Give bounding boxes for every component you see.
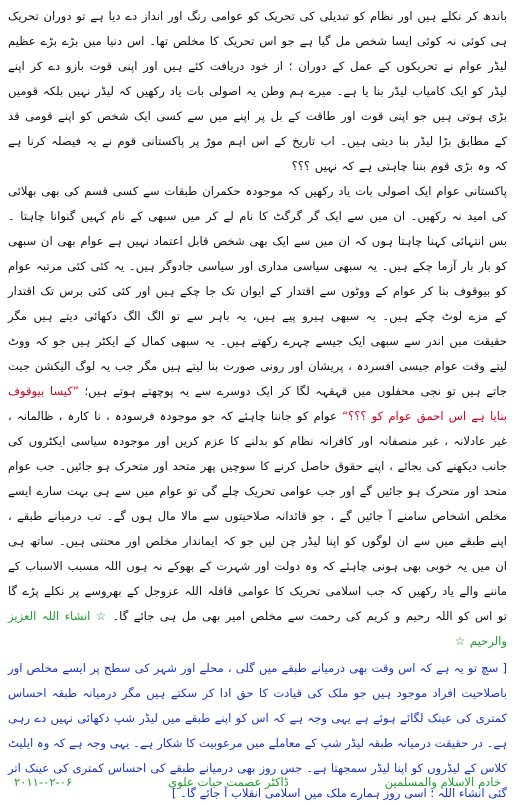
signature-author: ڈاکٹر عصمت حیات علوی	[168, 775, 289, 789]
article-paragraph-1: باندھ کر نکلے ہیں اور نظام کو تبدیلی کی تحریک کو عوامی رنگ اور انداز دے دیا ہے تو دوران تحریک ہی کوئی نہ کوئی ایسا شخص مل گیا ہے جو اس تحریک کا مخلص تھا۔ اس دنیا میں بڑے بڑے عظیم لیڈر عوام نے تحریکوں کے عمل کے دوران ؛ از خود دریافت کئے ہیں اور اپنی قوت بازو دے کر اپنے لیڈر کو ایک کامیاب لیڈر بنا یا ہے۔ میرے ہم وطن یہ اصولی بات یاد رکھیں کہ لیڈر نہیں بلکہ قومیں بڑی ہوتی ہیں جو اپنی قوت اور طاقت کے بل پر اپنے میں سے کسی ایک شخص کو اپنے قومی قد کے مطابق بڑا لیڈر بنا دیتی ہیں۔ اب تاریخ کے اس اہم موڑ پر پاکستانی قوم نے یہ فیصلہ کرنا ہے کہ وہ بڑی قوم بننا چاہتی ہے کہ نہیں ؟؟؟	[8, 9, 507, 173]
closing-prayer: ☆ انشاء اللہ العزیز والرحیم ☆	[8, 609, 507, 648]
article-paragraph-2	[8, 179, 507, 654]
paragraph-2-continuation: عوام کو جاننا چاہئے کہ جو موجودہ فرسودہ ، نا کارہ ، ظالمانہ ، غیر عادلانہ ، غیر منصفانہ اور کافرانہ نظام کو بدلنے کا عزم کریں اور موجودہ سیاسی ایکٹروں کی جانب دیکھنے کی بجائے ، اپنے حقوق حاصل کرنے کا سوچیں پھر متحد اور متحرک ہو جائیں۔ جب عوام متحد اور متحرک ہو جائیں گے اور جب عوامی تحریک چلے گی تو عوام میں سے ہی بہت سارے ایسے مخلص اشخاص سامنے آ جائیں گے ، جو قائدانہ صلاحیتوں سے مالا مال ہوں گے۔ تب درمیانے طبقے ، اپنے طبقے میں سے ان لوگوں کو اپنا لیڈر چن لیں جو کہ ایماندار مخلص اور محنتی ہیں۔ ساتھ ہی ان میں یہ خوبی بھی ہونی چاہئے کہ وہ دولت اور شہرت کے بھوکے نہ ہوں اللہ مسبب الاسباب کے ماننے والے یاد رکھیں کہ جب اسلامی تحریک کا عوامی قافلہ اللہ عزوجل کے بھروسے پر نکلے پڑے گا تو اس کو اللہ رحیم و کریم کی رحمت سے مخلص امیر بھی مل ہی جائے گا۔	[8, 409, 507, 623]
signature-title: خادم الاسلام والمسلمین	[384, 775, 501, 789]
article-paragraph-3: [ سچ تو یہ ہے کہ اس وقت بھی درمیانے طبقے میں گلی ، محلے اور شہر کی سطح پر ایسے مخلص اور باصلاحیت افراد موجود ہیں جو ملک کی قیادت کا حق ادا کر سکتے ہیں مگر درمیانہ طبقہ احساس کمتری کی عینک لگائے ہوئے ہے یہی وجہ ہے کہ اس کو اپنے طبقے میں لیڈر شپ دکھائی نہیں دے رہی ہے۔ در حقیقت درمیانہ طبقہ لیڈر شپ کے معاملے میں مرعوبیت کا شکار ہے۔ یہی وجہ ہے کہ وہ ایلیٹ کلاس کے لیڈروں کو اپنا لیڈر سمجھتا ہے۔ جس روز بھی درمیانے طبقے کی احساس کمتری کی عینک اتر گئی انشاء اللہ ؛ اسی روز ہمارے ملک میں اسلامی انقلاب آ جائے گا۔ ]	[8, 661, 507, 800]
signature-line	[14, 775, 501, 789]
rhetorical-quote: ”کیسا بیوقوف بنایا ہے اس احمق عوام کو ؟؟؟“	[8, 384, 507, 423]
signature-date: ۲۰۱۱-۰۲-۰۶	[14, 775, 73, 789]
paragraph-2-text: پاکستانی عوام ایک اصولی بات یاد رکھیں کہ موجودہ حکمران طبقات سے کسی قسم کی بھی بھلائی کی امید نہ رکھیں۔ ان میں سے ایک گر گرگٹ کا نام لے کر میں سبھی کے نام کہیں گنوانا چاہتا ۔ بس انتہائی کہنا چاہتا ہوں کہ ان میں سے ایک بھی شخص قابل اعتماد نہیں ہے عوام بھی ان سبھی کو بار بار آزما چکے ہیں۔ یہ سبھی سیاسی مداری اور سیاسی جادوگر ہیں۔ یہ کئی کئی مرتبہ عوام کو بیوقوف بنا کر عوام کے ووٹوں سے اقتدار کے ایوان تک جا چکے ہیں اور کئی کئی برس تک اقتدار کے مزے لوٹ چکے ہیں۔ یہ سبھی ہیرو پیے ہیں، یہ باہر سے تو الگ الگ دکھائی دیتے ہیں مگر حقیقت میں اندر سے سبھی ایک جیسے چہرے رکھتے ہیں۔ یہ سبھی کمال کے ایکٹر ہیں جو کہ ووٹ لیتے وقت عوام جیسی افسردہ ، پریشان اور رونی صورت بنا لیتے ہیں مگر جب یہ لوگ الیکشن جیت جاتے ہیں تو نجی محفلوں میں قہقہہ لگا کر ایک دوسرے سے یہ پوچھتے ہوتے ہیں؛	[8, 184, 507, 398]
